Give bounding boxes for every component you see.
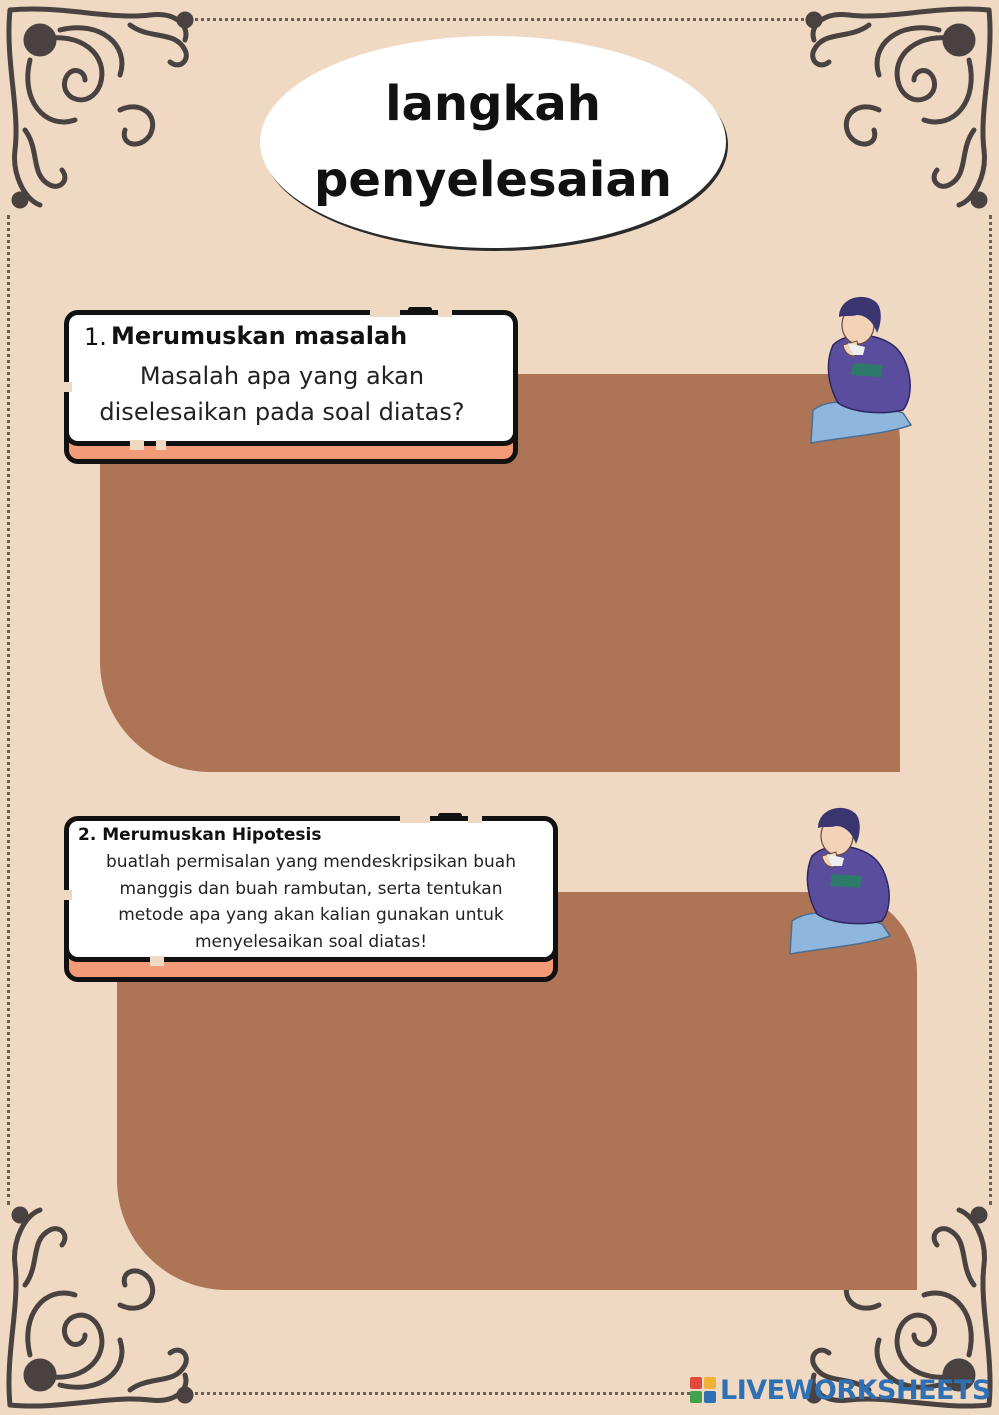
step-2-question-line-2: manggis dan buah rambutan, serta tentukan [119,878,503,899]
step-2-question-line-4: menyelesaikan soal diatas! [194,931,428,952]
thinking-boy-illustration-1 [803,285,923,445]
liveworksheets-logo-icon [690,1377,716,1403]
corner-ornament-top-left [0,0,200,220]
decor-dash [408,307,432,312]
step-1-question [72,358,492,430]
title-line-2: penyelesaian [314,152,672,208]
dotted-border-left [7,215,10,1205]
step-2-question-line-1: buatlah permisalan yang mendeskripsikan buah [106,852,516,872]
dotted-border-top [190,18,810,21]
step-1-heading: Merumuskan masalah [111,322,408,350]
step-1-question-line-1: Masalah apa yang akan [139,362,425,390]
title-line-1: langkah [385,76,601,132]
step-2-question [86,849,536,955]
corner-ornament-top-right [799,0,999,220]
liveworksheets-logo[interactable] [690,1372,991,1408]
title-oval [260,36,726,248]
step-1-number: 1. [84,323,107,351]
thinking-boy-illustration-2 [782,796,902,956]
dotted-border-right [989,215,992,1205]
step-1-question-line-2: diselesaikan pada soal diatas? [99,398,465,426]
step-2-question-line-3: metode apa yang akan kalian gunakan untuk [118,905,504,925]
liveworksheets-logo-text: LIVEWORKSHEETS [720,1374,991,1406]
dotted-border-bottom [190,1392,690,1395]
decor-dash [438,813,462,818]
step-2-heading: 2. Merumuskan Hipotesis [78,825,322,845]
